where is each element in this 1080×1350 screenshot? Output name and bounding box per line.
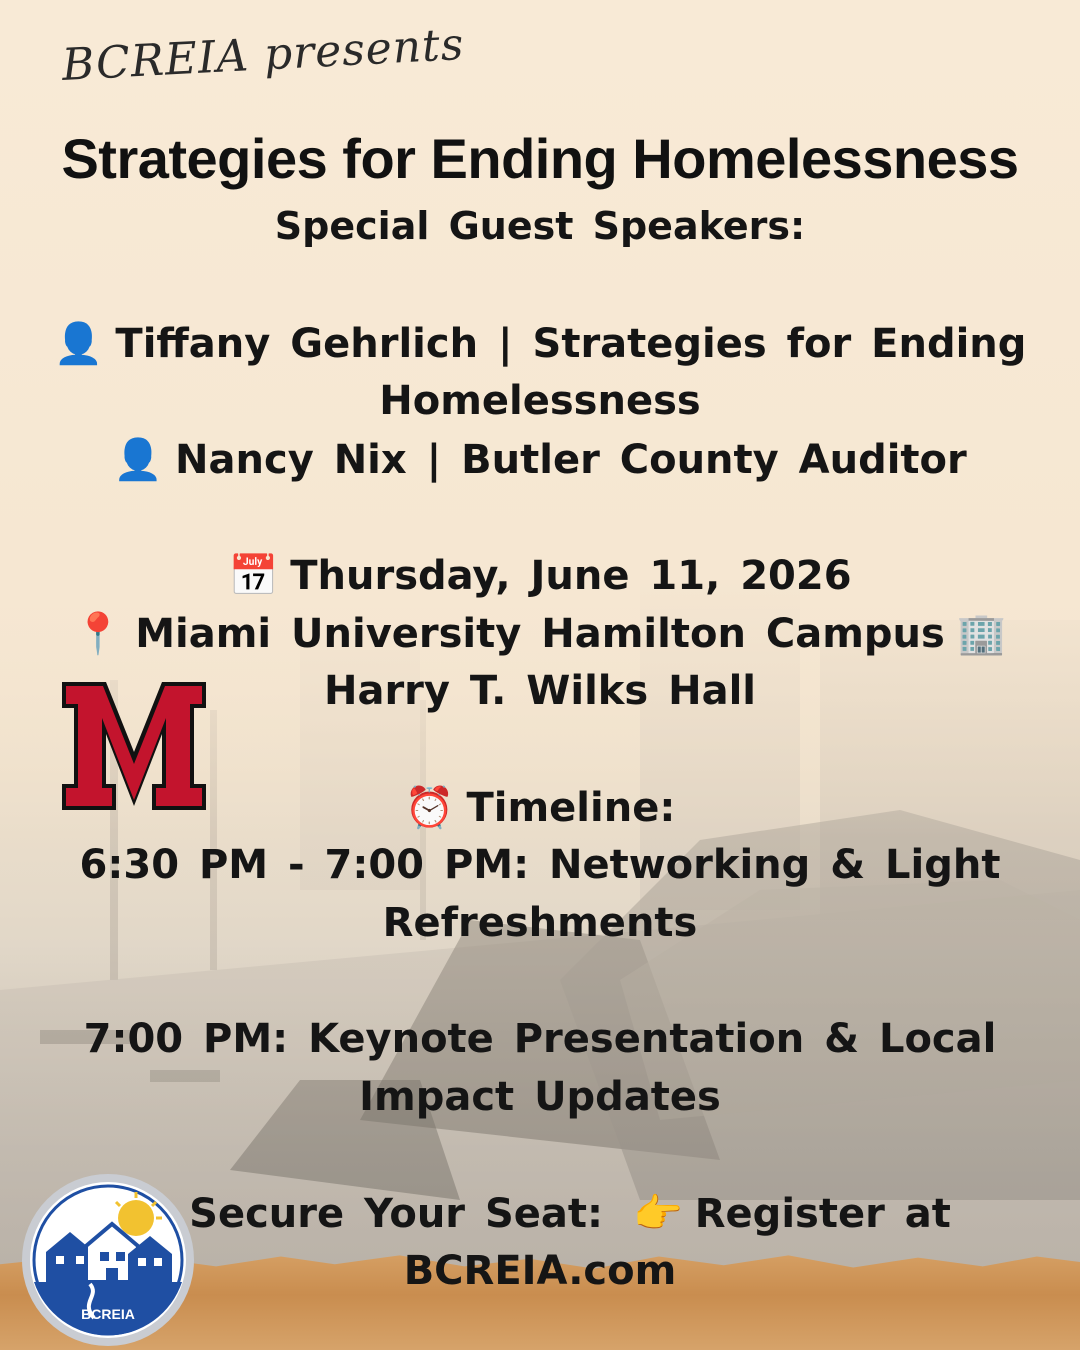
person-icon: 👤	[113, 437, 164, 483]
timeline-item-1: 6:30 PM - 7:00 PM: Networking & Light	[79, 842, 1001, 888]
timeline-item-2-continued: Impact Updates	[359, 1074, 721, 1120]
register-link[interactable]: BCREIA.com	[403, 1248, 677, 1294]
timeline-heading	[0, 784, 1080, 831]
bcreia-logo-label: BCREIA	[81, 1306, 135, 1322]
building-icon: 🏢	[956, 611, 1007, 657]
cta-suffix: Register at	[694, 1191, 951, 1237]
page-title: Strategies for Ending Homelessness	[61, 127, 1019, 190]
speaker-1	[0, 320, 1080, 367]
speaker-1-continued: Homelessness	[379, 378, 701, 424]
cta-prefix: Secure Your Seat:	[189, 1191, 603, 1237]
subtitle: Special Guest Speakers:	[274, 204, 806, 248]
person-icon: 👤	[53, 321, 104, 367]
speaker-1-text: Tiffany Gehrlich | Strategies for Ending	[115, 321, 1027, 367]
timeline-item-2: 7:00 PM: Keynote Presentation & Local	[83, 1016, 997, 1062]
event-location	[0, 610, 1080, 657]
calendar-icon: 📅	[228, 553, 279, 599]
cta-line	[60, 1190, 1080, 1237]
event-date	[0, 552, 1080, 599]
timeline-heading-text: Timeline:	[466, 785, 676, 831]
speaker-2-text: Nancy Nix | Butler County Auditor	[175, 437, 967, 483]
event-date-text: Thursday, June 11, 2026	[290, 553, 852, 599]
presenter-script: BCREIA presents	[60, 18, 466, 91]
event-hall: Harry T. Wilks Hall	[323, 668, 757, 714]
pointing-hand-icon: 👉	[632, 1191, 683, 1237]
event-location-text: Miami University Hamilton Campus	[135, 611, 945, 657]
pin-icon: 📍	[73, 611, 124, 657]
alarm-clock-icon: ⏰	[404, 785, 455, 831]
timeline-item-1-continued: Refreshments	[382, 900, 698, 946]
speaker-2	[0, 436, 1080, 483]
